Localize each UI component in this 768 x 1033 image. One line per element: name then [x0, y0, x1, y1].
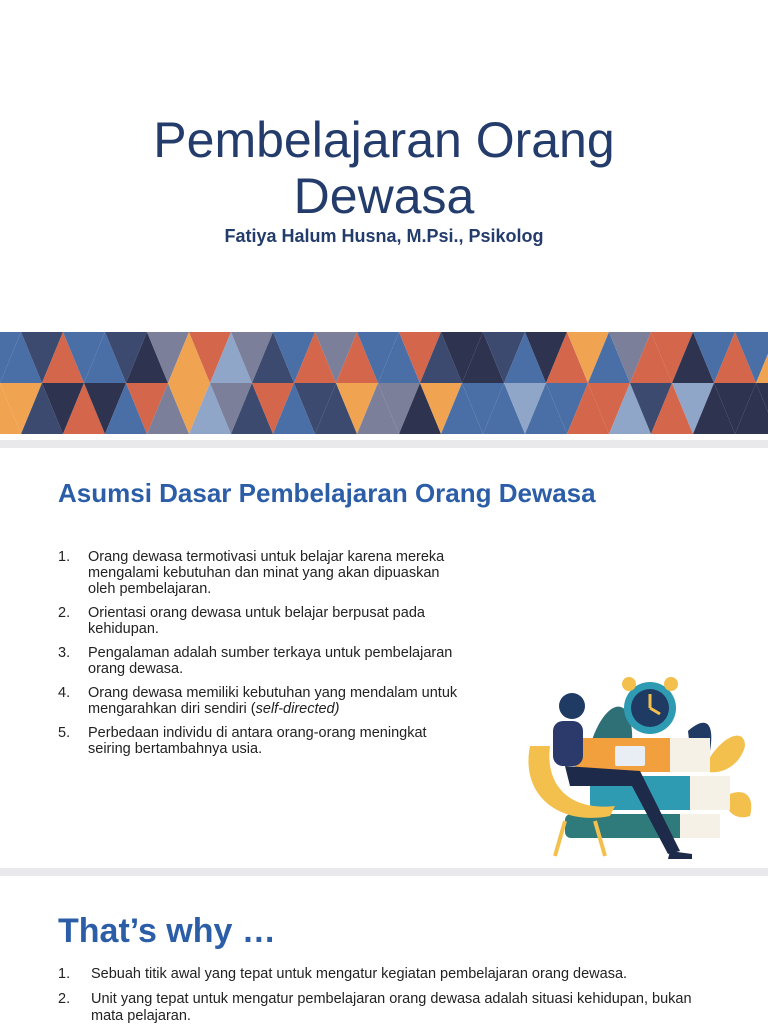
geometric-triangle-pattern [0, 332, 768, 434]
list-item: 5. Perbedaan individu di antara orang-orang meningkat seiring bertambahnya usia. [58, 725, 427, 757]
thats-why-heading: That’s why … [58, 912, 276, 950]
list-item: 1. Orang dewasa termotivasi untuk belajar karena mereka mengalami kebutuhan dan minat yang akan dipuaskan oleh pembelajaran. [58, 549, 445, 597]
person-reading-illustration [520, 676, 760, 861]
assumptions-list [58, 549, 468, 765]
thats-why-slide [0, 876, 768, 1024]
assumptions-slide [0, 448, 768, 868]
assumptions-heading: Asumsi Dasar Pembelajaran Orang Dewasa [58, 478, 596, 508]
list-item: 2. Orientasi orang dewasa untuk belajar berpusat pada kehidupan. [58, 605, 425, 637]
presentation-title [0, 112, 768, 224]
author-name: Fatiya Halum Husna, M.Psi., Psikolog [224, 226, 544, 246]
list-item: 4. Orang dewasa memiliki kebutuhan yang mendalam untuk mengarahkan diri sendiri (self-directed) [58, 685, 458, 717]
thats-why-list [58, 966, 718, 1033]
title-line-1: Pembelajaran Orang [153, 112, 615, 168]
title-line-2: Dewasa [293, 168, 475, 224]
slide-separator [0, 440, 768, 448]
list-item: 2. Unit yang tepat untuk mengatur pembelajaran orang dewasa adalah situasi kehidupan, bukan mata pelajaran. [58, 991, 692, 1024]
list-item: 3. Pengalaman adalah sumber terkaya untuk pembelajaran orang dewasa. [58, 645, 453, 677]
title-slide [0, 0, 768, 440]
slide-separator [0, 868, 768, 876]
list-item: 1. Sebuah titik awal yang tepat untuk mengatur kegiatan pembelajaran orang dewasa. [58, 966, 628, 982]
